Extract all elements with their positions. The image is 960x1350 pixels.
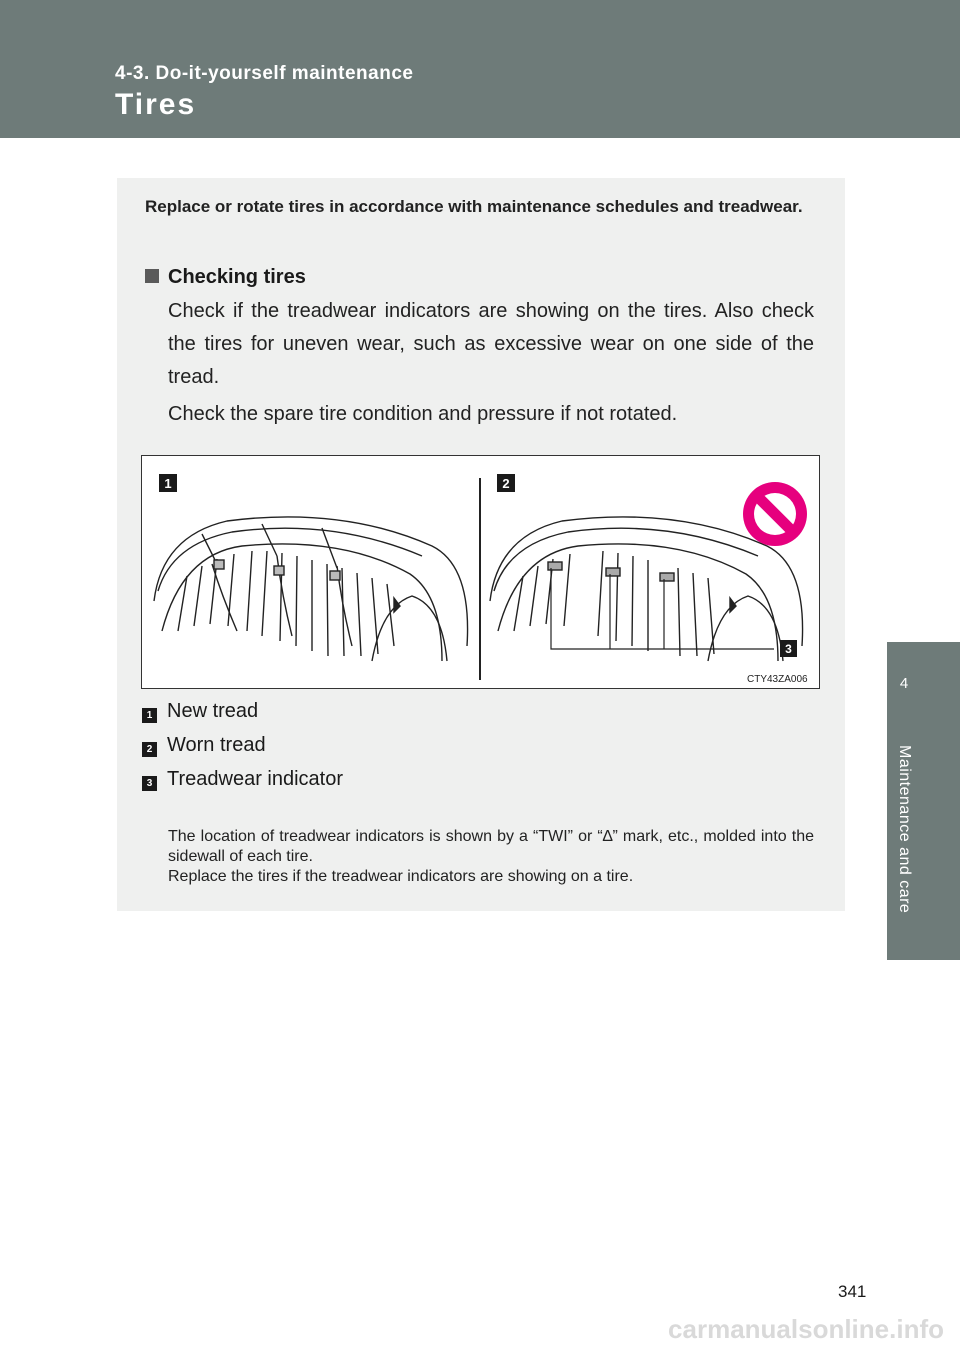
square-bullet-icon [145, 269, 159, 283]
svg-text:3: 3 [785, 642, 792, 656]
watermark-logo [0, 1314, 960, 1345]
legend-marker-3: 3 [142, 776, 157, 791]
paragraph-spare-tire: Check the spare tire condition and pressure if not rotated. [168, 403, 678, 425]
tire-illustration [141, 455, 820, 689]
legend-label: Worn tread [167, 734, 266, 756]
new-tread-tire [154, 517, 468, 661]
indicator-note [168, 827, 814, 887]
note-replace-text: Replace the tires if the treadwear indicators are showing on a tire. [168, 868, 634, 885]
prohibition-icon [743, 482, 807, 546]
chapter-number: 4 [899, 675, 909, 692]
paragraph-check-treadwear: Check if the treadwear indicators are showing on the tires. Also check the tires for uneven wear, such as excessive wear on one side of the tread. [168, 300, 814, 388]
heading-text: Checking tires [168, 266, 306, 288]
note-location-text: The location of treadwear indicators is shown by a “TWI” or “∆” mark, etc., molded into the sidewall of each tire. [168, 828, 814, 865]
page-title: Tires [115, 88, 197, 121]
section-label: 4-3. Do-it-yourself maintenance [115, 63, 414, 84]
figure-marker-2 [497, 474, 515, 492]
svg-text:1: 1 [164, 476, 172, 491]
legend-marker-1: 1 [142, 708, 157, 723]
figure-code: CTY43ZA006 [747, 674, 808, 685]
section-heading [145, 264, 306, 290]
svg-text:carmanualsonline.info: carmanualsonline.info [668, 1314, 944, 1344]
legend-item-worn-tread [142, 733, 266, 757]
figure-marker-3 [780, 640, 797, 657]
figure-marker-1 [159, 474, 177, 492]
legend-item-new-tread [142, 699, 258, 723]
legend-marker-2: 2 [142, 742, 157, 757]
page-number: 341 [838, 1282, 867, 1301]
legend-label: New tread [167, 700, 259, 722]
intro-text: Replace or rotate tires in accordance with maintenance schedules and treadwear. [145, 197, 803, 216]
legend-item-treadwear-indicator [142, 767, 343, 791]
svg-text:2: 2 [502, 476, 510, 491]
chapter-label: Maintenance and care [896, 745, 913, 914]
legend-label: Treadwear indicator [167, 768, 344, 790]
